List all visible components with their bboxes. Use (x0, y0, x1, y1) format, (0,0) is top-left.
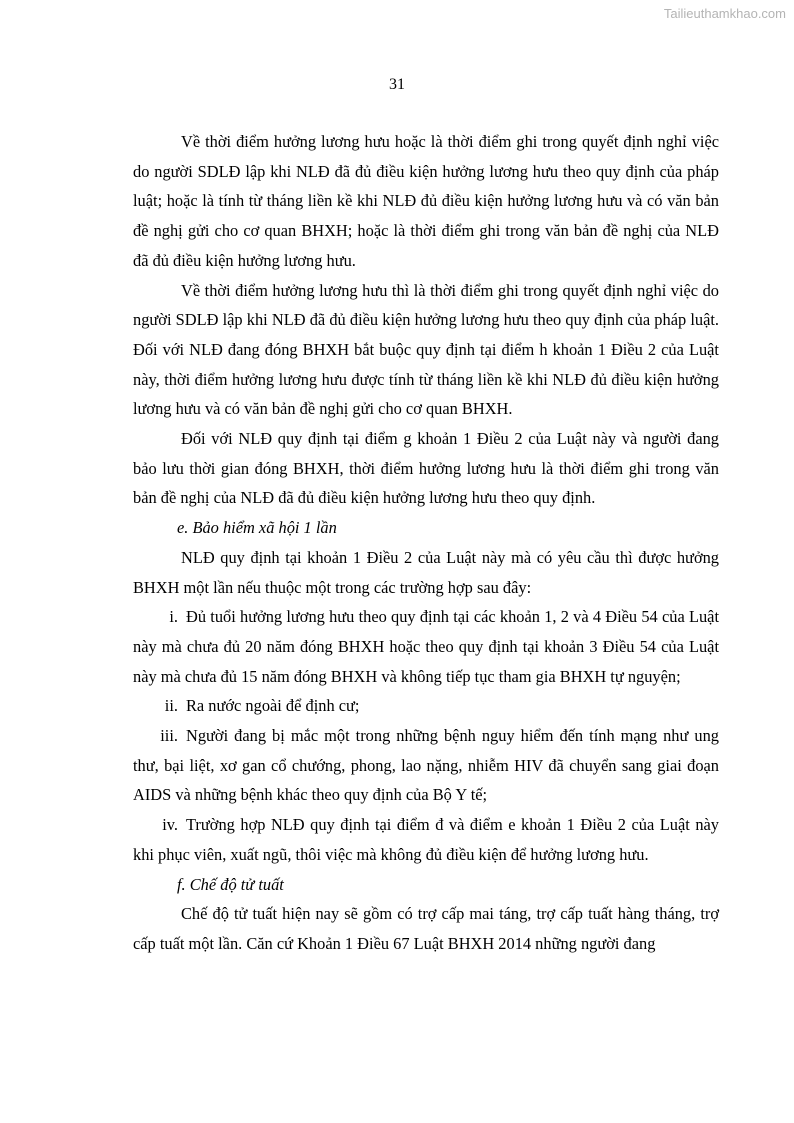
list-marker: i. (169, 607, 178, 627)
document-body (133, 127, 719, 959)
list-item-text: Ra nước ngoài để định cư; (186, 696, 360, 716)
paragraph-retirement-time-1: Về thời điểm hưởng lương hưu hoặc là thời điểm ghi trong quyết định nghỉ việc do người SDLĐ lập khi NLĐ đã đủ điều kiện hưởng lương hưu theo quy định của pháp luật; hoặc là tính từ tháng liền kề khi NLĐ đủ điều kiện hưởng lương hưu và có văn bản đề nghị gửi cho cơ quan BHXH; hoặc là thời điểm ghi trong văn bản đề nghị của NLĐ đã đủ điều kiện hưởng lương hưu. (133, 132, 719, 270)
list-item-text: Người đang bị mắc một trong những bệnh nguy hiểm đến tính mạng như ung thư, bại liệt, xơ gan cổ chướng, phong, lao nặng, nhiễm HIV đã chuyển sang giai đoạn AIDS và những bệnh khác theo quy định của Bộ Y tế; (133, 726, 719, 805)
list-marker: iv. (162, 815, 178, 835)
list-item (133, 602, 719, 691)
list-item-text: Đủ tuổi hưởng lương hưu theo quy định tại các khoản 1, 2 và 4 Điều 54 của Luật này mà chưa đủ 20 năm đóng BHXH hoặc theo quy định tại khoản 3 Điều 54 của Luật này mà chưa đủ 15 năm đóng BHXH và không tiếp tục tham gia BHXH tự nguyện; (133, 607, 719, 686)
section-heading-f: f. Chế độ tử tuất (177, 874, 284, 894)
list-marker: iii. (160, 726, 178, 746)
section-heading-e: e. Bảo hiểm xã hội 1 lần (177, 518, 337, 538)
watermark: Tailieuthamkhao.com (663, 6, 786, 21)
paragraph-lump-sum-intro: NLĐ quy định tại khoản 1 Điều 2 của Luật này mà có yêu cầu thì được hưởng BHXH một lần nếu thuộc một trong các trường hợp sau đây: (133, 547, 719, 597)
list-marker: ii. (164, 696, 178, 716)
list-item (133, 810, 719, 869)
paragraph-retirement-time-3: Đối với NLĐ quy định tại điểm g khoản 1 Điều 2 của Luật này và người đang bảo lưu thời gian đóng BHXH, thời điểm hưởng lương hưu là thời điểm ghi trong văn bản đề nghị của NLĐ đã đủ điều kiện hưởng lương hưu theo quy định. (133, 429, 719, 508)
list-item-text: Trường hợp NLĐ quy định tại điểm đ và điểm e khoản 1 Điều 2 của Luật này khi phục viên, xuất ngũ, thôi việc mà không đủ điều kiện để hưởng lương hưu. (133, 815, 719, 864)
paragraph-retirement-time-2: Về thời điểm hưởng lương hưu thì là thời điểm ghi trong quyết định nghỉ việc do người SDLĐ lập khi NLĐ đã đủ điều kiện hưởng lương hưu theo quy định của pháp luật. Đối với NLĐ đang đóng BHXH bắt buộc quy định tại điểm h khoản 1 Điều 2 của Luật này, thời điểm hưởng lương hưu được tính từ tháng liền kề khi NLĐ đủ điều kiện hưởng lương hưu và có văn bản đề nghị gửi cho cơ quan BHXH. (133, 280, 719, 419)
list-item (133, 721, 719, 810)
page-number: 31 (389, 76, 405, 93)
paragraph-survivorship: Chế độ tử tuất hiện nay sẽ gồm có trợ cấp mai táng, trợ cấp tuất hàng tháng, trợ cấp tuất một lần. Căn cứ Khoản 1 Điều 67 Luật BHXH 2014 những người đang (133, 904, 719, 953)
list-item (133, 691, 719, 721)
